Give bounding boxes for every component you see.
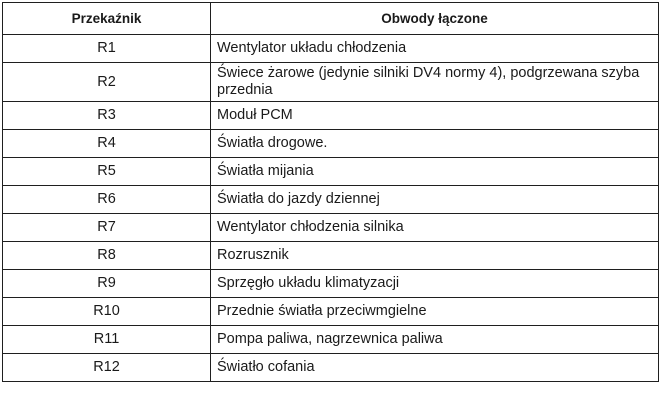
table-row [3,130,659,158]
table-row [3,158,659,186]
circuit-cell: Przednie światła przeciwmgielne [211,298,659,326]
relay-cell: R1 [3,35,211,63]
table-row [3,298,659,326]
circuit-cell: Sprzęgło układu klimatyzacji [211,270,659,298]
circuit-cell: Moduł PCM [211,102,659,130]
relay-cell: R4 [3,130,211,158]
relay-cell: R12 [3,354,211,382]
table-row [3,214,659,242]
relay-cell: R10 [3,298,211,326]
table-row [3,35,659,63]
relay-table [2,2,659,382]
circuit-cell: Świece żarowe (jedynie silniki DV4 normy 4), podgrzewana szyba przednia [211,63,659,102]
table-row [3,102,659,130]
table-row [3,242,659,270]
relay-cell: R11 [3,326,211,354]
header-relay: Przekaźnik [3,3,211,35]
circuit-cell: Światła mijania [211,158,659,186]
circuit-cell: Światło cofania [211,354,659,382]
relay-table-container [2,2,659,382]
relay-cell: R8 [3,242,211,270]
table-row [3,326,659,354]
table-row [3,186,659,214]
circuit-cell: Wentylator chłodzenia silnika [211,214,659,242]
table-row [3,270,659,298]
relay-cell: R7 [3,214,211,242]
circuit-cell: Wentylator układu chłodzenia [211,35,659,63]
circuit-cell: Pompa paliwa, nagrzewnica paliwa [211,326,659,354]
circuit-cell: Światła do jazdy dziennej [211,186,659,214]
table-header-row [3,3,659,35]
relay-cell: R3 [3,102,211,130]
relay-cell: R9 [3,270,211,298]
relay-cell: R5 [3,158,211,186]
table-row [3,354,659,382]
header-circuits: Obwody łączone [211,3,659,35]
circuit-cell: Światła drogowe. [211,130,659,158]
table-row [3,63,659,102]
circuit-cell: Rozrusznik [211,242,659,270]
relay-cell: R6 [3,186,211,214]
relay-cell: R2 [3,63,211,102]
